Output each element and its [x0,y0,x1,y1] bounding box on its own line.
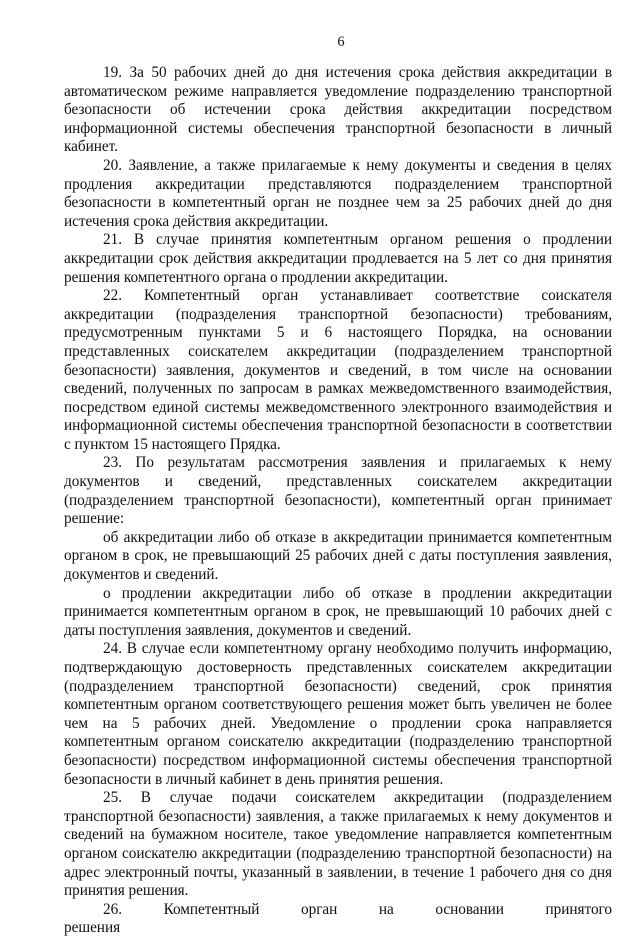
paragraph-23: 23. По результатам рассмотрения заявления и прилагаемых к нему документов и сведений, представленных соискателем аккредитации (подразделением транспортной безопасности), компетентный орган принимает решение: [64,454,612,528]
paragraph-23-item-extension: о продлении аккредитации либо об отказе в продлении аккредитации принимается компетентным органом в срок, не превышающий 10 рабочих дней с даты поступления заявления, документов и сведений. [64,584,612,639]
paragraph-21: 21. В случае принятия компетентным органом решения о продлении аккредитации срок действия аккредитации продлевается на 5 лет со дня принятия решения компетентного органа о продлении аккредитации. [64,231,612,286]
page-number: 6 [337,34,345,50]
paragraph-24: 24. В случае если компетентному органу необходимо получить информацию, подтверждающую достоверность представленных соискателем аккредитации (подразделением транспортной безопасности) сведений, срок принятия компетентным органом соответствующего решения может быть увеличен не более чем на 5 рабочих дней. Уведомление о продлении срока направляется компетентным органом соискателю аккредитации (подразделению транспортной безопасности) посредством информационной системы обеспечения транспортной безопасности в личный кабинет в день принятия решения. [64,640,612,788]
paragraph-25: 25. В случае подачи соискателем аккредитации (подразделением транспортной безопасности) заявления, а также прилагаемых к нему документов и сведений на бумажном носителе, такое уведомление направляется компетентным органом соискателю аккредитации (подразделению транспортной безопасности) на адрес электронный почты, указанный в заявлении, в течение 1 рабочего дня со дня принятия решения. [64,789,612,900]
paragraph-19: 19. За 50 рабочих дней до дня истечения срока действия аккредитации в автоматическом режиме направляется уведомление подразделению транспортной безопасности об истечении срока действия аккредитации посредством информационной системы обеспечения транспортной безопасности в личный кабинет. [64,64,612,156]
paragraph-26: 26. Компетентный орган на основании принятого решения [64,900,612,937]
paragraph-23-item-accreditation: об аккредитации либо об отказе в аккредитации принимается компетентным органом в срок, не превышающий 25 рабочих дней с даты поступления заявления, документов и сведений. [64,528,612,584]
paragraph-20: 20. Заявление, а также прилагаемые к нему документы и сведения в целях продления аккредитации представляются подразделением транспортной безопасности в компетентный орган не позднее чем за 25 рабочих дней до дня истечения срока действия аккредитации. [64,156,612,230]
paragraph-22: 22. Компетентный орган устанавливает соответствие соискателя аккредитации (подразделения транспортной безопасности) требованиям, предусмотренным пунктами 5 и 6 настоящего Порядка, на основании представленных соискателем аккредитации (подразделением транспортной безопасности) заявления, документов и сведений, в том числе на основании сведений, полученных по запросам в рамках межведомственного взаимодействия, посредством единой системы межведомственного электронного взаимодействия и информационной системы обеспечения транспортной безопасности в соответствии с пунктом 15 настоящего Прядка. [64,287,612,453]
